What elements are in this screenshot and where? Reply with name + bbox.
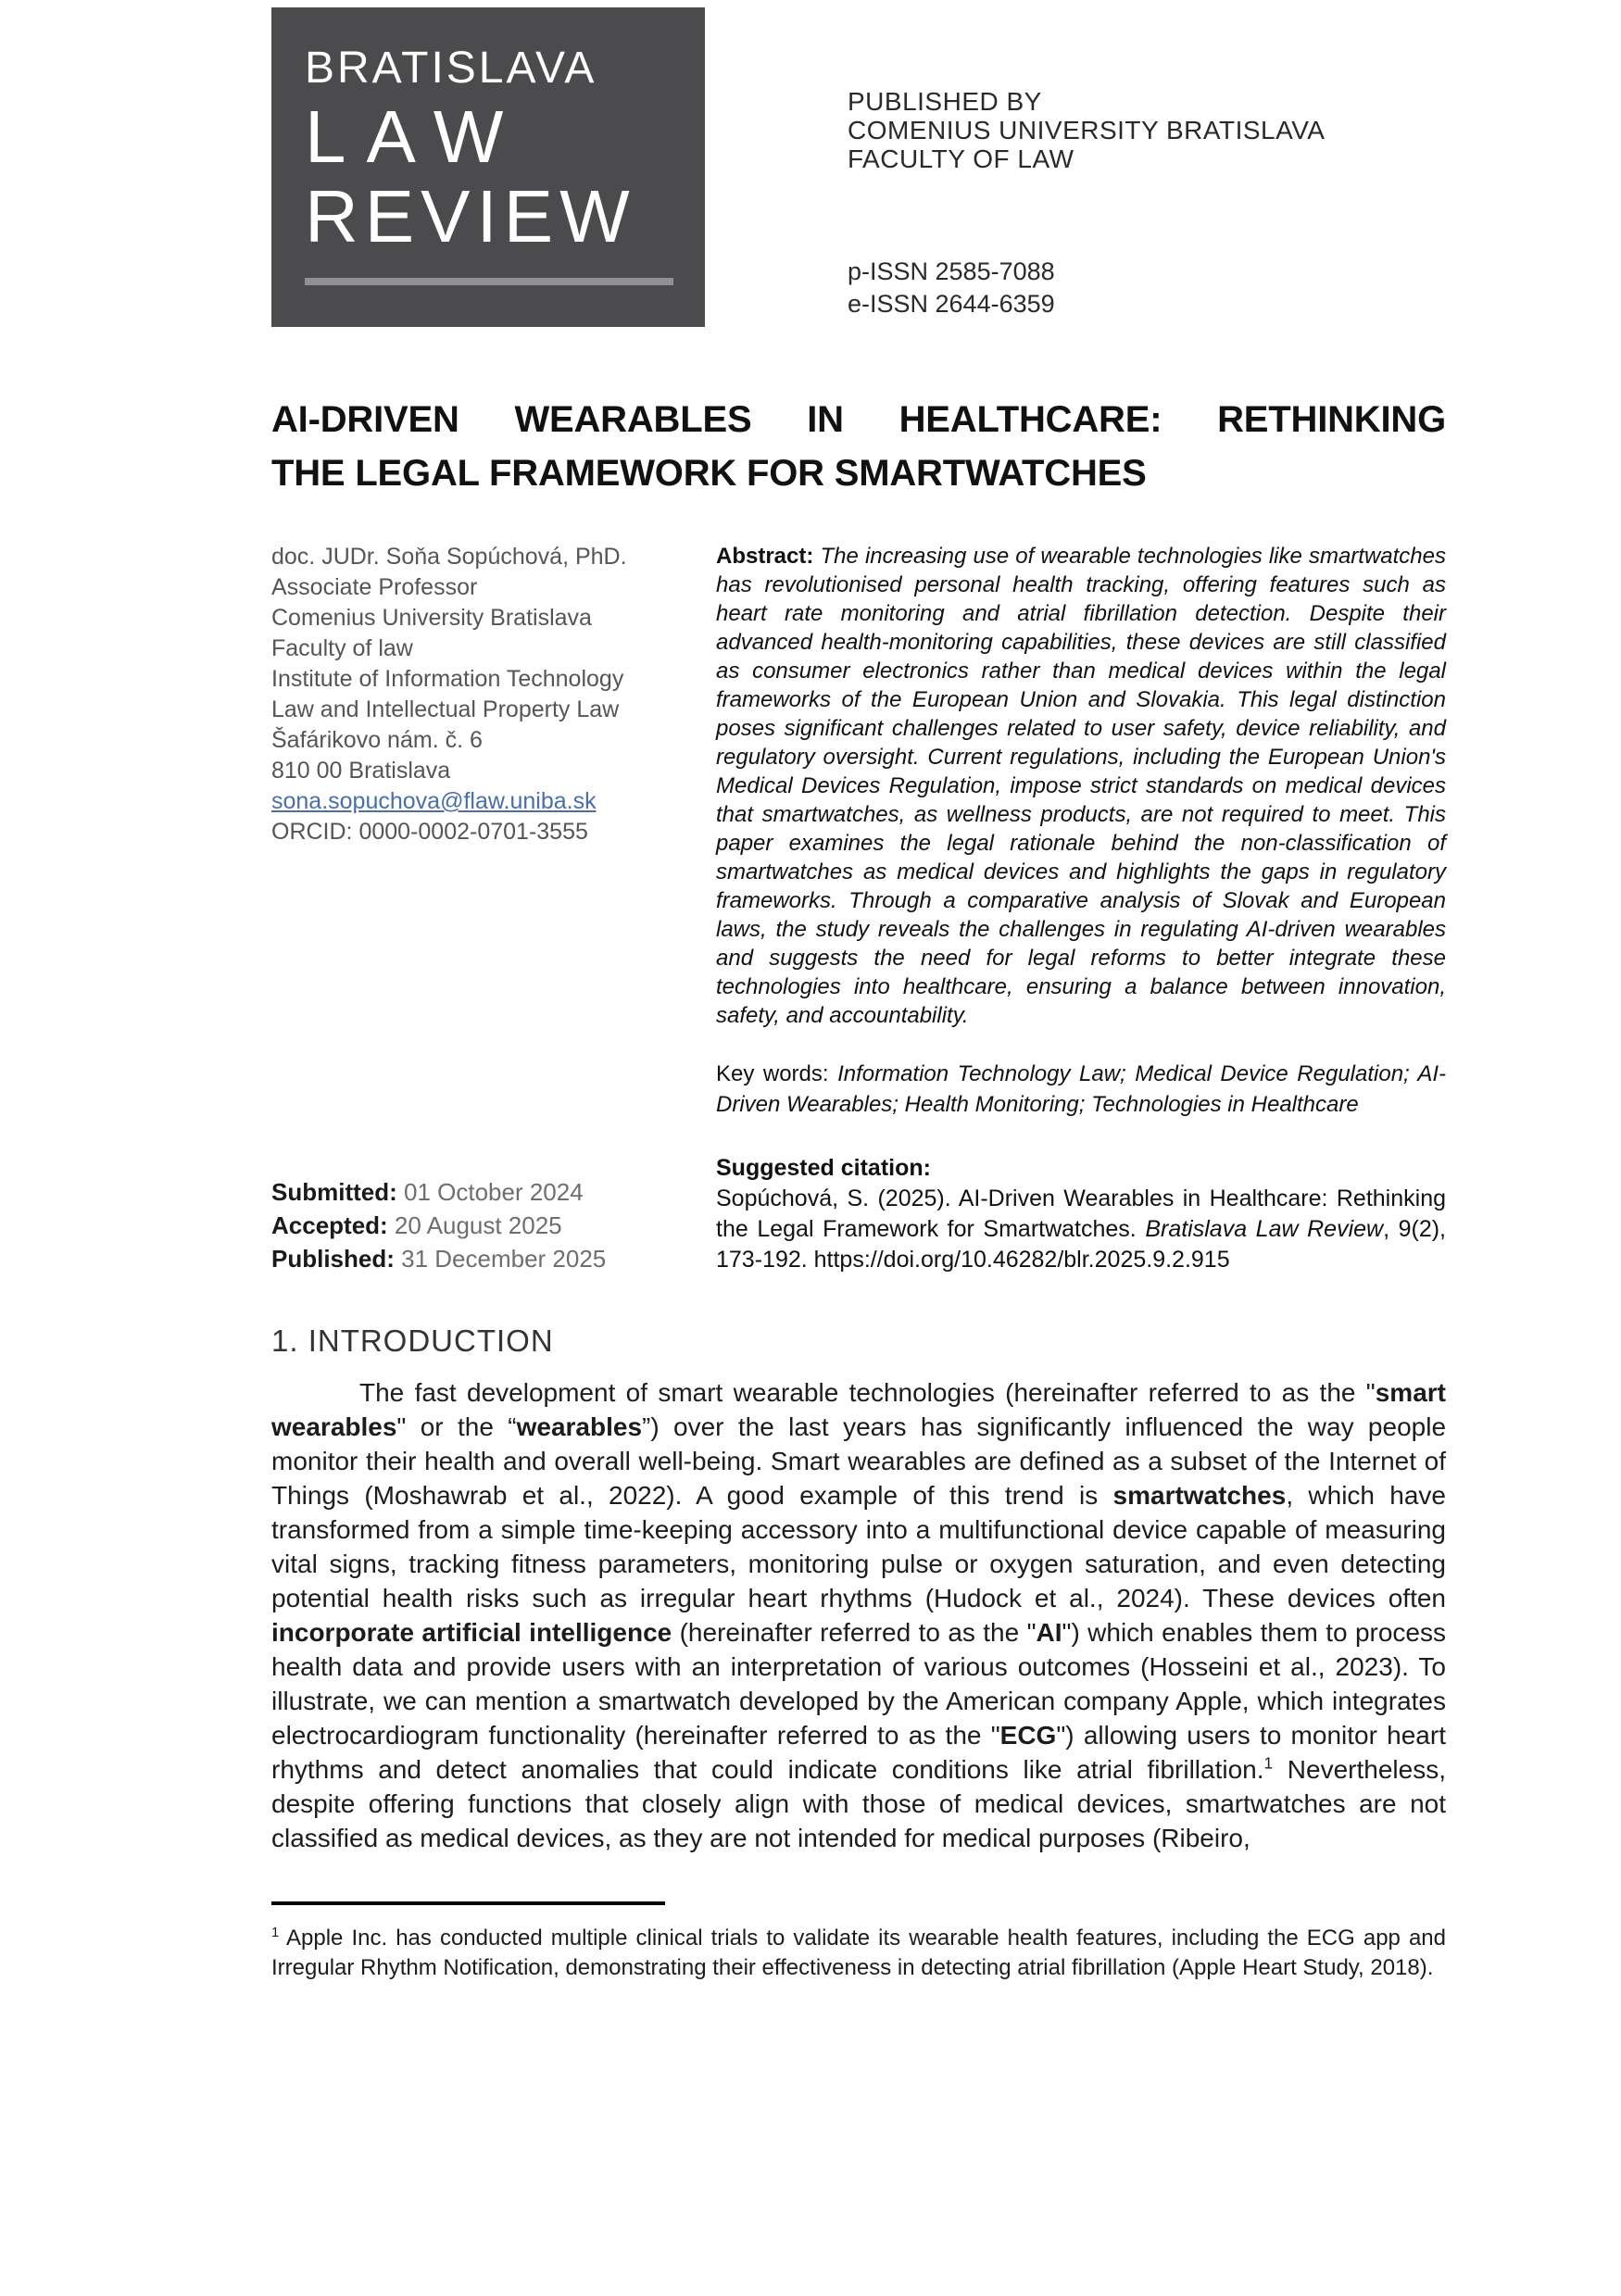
p-issn: p-ISSN 2585-7088	[848, 257, 1055, 285]
publisher-line-1: PUBLISHED BY	[848, 87, 1042, 116]
e-issn: e-ISSN 2644-6359	[848, 290, 1055, 318]
header-columns	[271, 542, 1446, 1275]
author-position: Associate Professor	[271, 574, 478, 600]
right-column	[716, 542, 1446, 1275]
author-email-link[interactable]: sona.sopuchova@flaw.uniba.sk	[271, 788, 597, 814]
keywords-label: Key words:	[716, 1061, 838, 1086]
author-street: Šafárikovo nám. č. 6	[271, 727, 483, 753]
author-block	[271, 542, 693, 847]
logo-text-bratislava: BRATISLAVA	[305, 44, 597, 93]
published-label: Published:	[271, 1245, 395, 1273]
published-row	[271, 1242, 693, 1275]
dates-block	[271, 1175, 693, 1275]
intro-paragraph: The fast development of smart wearable technologies (hereinafter referred to as the "smart wearables" or the “wearables”) over the last years has significantly influenced the way people monitor their health and overall well-being. Smart wearables are defined as a subset of the Internet of Things (Moshawrab et al., 2022). A good example of this trend is smartwatches, which have transformed from a simple time-keeping accessory into a multifunctional device capable of measuring vital signs, tracking fitness parameters, monitoring pulse or oxygen saturation, and even detecting potential health risks such as irregular heart rhythms (Hudock et al., 2024). These devices often incorporate artificial intelligence (hereinafter referred to as the "AI") which enables them to process health data and provide users with an interpretation of various outcomes (Hosseini et al., 2023). To illustrate, we can mention a smartwatch developed by the American company Apple, which integrates electrocardiogram functionality (hereinafter referred to as the "ECG") allowing users to monitor heart rhythms and detect anomalies that could indicate conditions like atrial fibrillation.$^1$ Nevertheless, despite offering functions that closely align with those of medical devices, smartwatches are not classified as medical devices, as they are not intended for medical purposes (Ribeiro,	[271, 1378, 1447, 1852]
abstract-text: The increasing use of wearable technologies like smartwatches has revolutionised personal health tracking, offering features such as heart rate monitoring and atrial fibrillation detection. Despite their advanced health-monitoring capabilities, these devices are still classified as consumer electronics rather than medical devices within the legal frameworks of the European Union and Slovakia. This legal distinction poses significant challenges related to user safety, device reliability, and regulatory oversight. Current regulations, including the European Union's Medical Devices Regulation, impose strict standards on medical devices that smartwatches, as wellness products, are not required to meet. This paper examines the legal rationale behind the non-classification of smartwatches as medical devices and highlights the gaps in regulatory frameworks. Through a comparative analysis of Slovak and European laws, the study reveals the challenges in regulating AI-driven wearables and suggests the need for legal reforms to better integrate these technologies into healthcare, ensuring a balance between innovation, safety, and accountability.	[716, 544, 1446, 1028]
accepted-label: Accepted:	[271, 1211, 388, 1239]
submitted-value: 01 October 2024	[396, 1178, 584, 1206]
citation-heading: Suggested citation:	[716, 1155, 931, 1181]
author-institute-line1: Institute of Information Technology	[271, 666, 624, 692]
abstract-label: Abstract:	[716, 544, 821, 569]
abstract-paragraph	[716, 542, 1446, 1030]
published-value: 31 December 2025	[394, 1245, 607, 1273]
keywords-paragraph	[716, 1059, 1446, 1120]
author-university: Comenius University Bratislava	[271, 605, 592, 631]
journal-logo	[271, 7, 705, 327]
publisher-line-3: FACULTY OF LAW	[848, 144, 1074, 173]
article-title-line1: AI-DRIVEN WEARABLES IN HEALTHCARE: RETHINKING	[271, 399, 1446, 440]
author-faculty: Faculty of law	[271, 635, 413, 661]
citation-text: Sopúchová, S. (2025). AI-Driven Wearables in Healthcare: Rethinking the Legal Framework for Smartwatches. Bratislava Law Review, 9(2), 173-192. https://doi.org/10.46282/blr.2025.9.2.915	[716, 1186, 1447, 1273]
article-title-line2: THE LEGAL FRAMEWORK FOR SMARTWATCHES	[271, 453, 1147, 494]
logo-underline	[305, 278, 673, 285]
footnote-rule	[271, 1901, 665, 1905]
keywords-text: Information Technology Law; Medical Device Regulation; AI-Driven Wearables; Health Monitoring; Technologies in Healthcare	[716, 1061, 1446, 1117]
submitted-row	[271, 1175, 693, 1209]
publisher-block	[848, 87, 1325, 173]
logo-text-review: REVIEW	[305, 175, 636, 257]
author-orcid: ORCID: 0000-0002-0701-3555	[271, 819, 588, 845]
journal-header	[0, 0, 1621, 350]
accepted-value: 20 August 2025	[387, 1211, 562, 1239]
submitted-label: Submitted:	[271, 1178, 397, 1206]
article-title	[271, 393, 1446, 500]
author-name: doc. JUDr. Soňa Sopúchová, PhD.	[271, 544, 627, 570]
author-city: 810 00 Bratislava	[271, 758, 451, 784]
publisher-line-2: COMENIUS UNIVERSITY BRATISLAVA	[848, 116, 1326, 144]
author-institute-line2: Law and Intellectual Property Law	[271, 696, 620, 722]
footnote-text: $^1$ Apple Inc. has conducted multiple clinical trials to validate its wearable health features, including the ECG app and Irregular Rhythm Notification, demonstrating their effectiveness in detecting atrial fibrillation (Apple Heart Study, 2018).	[271, 1926, 1446, 1980]
accepted-row	[271, 1209, 693, 1242]
issn-block	[848, 256, 1055, 320]
left-column	[271, 542, 693, 1275]
intro-heading: 1. INTRODUCTION	[271, 1324, 554, 1358]
logo-text-law: LAW	[305, 95, 524, 178]
